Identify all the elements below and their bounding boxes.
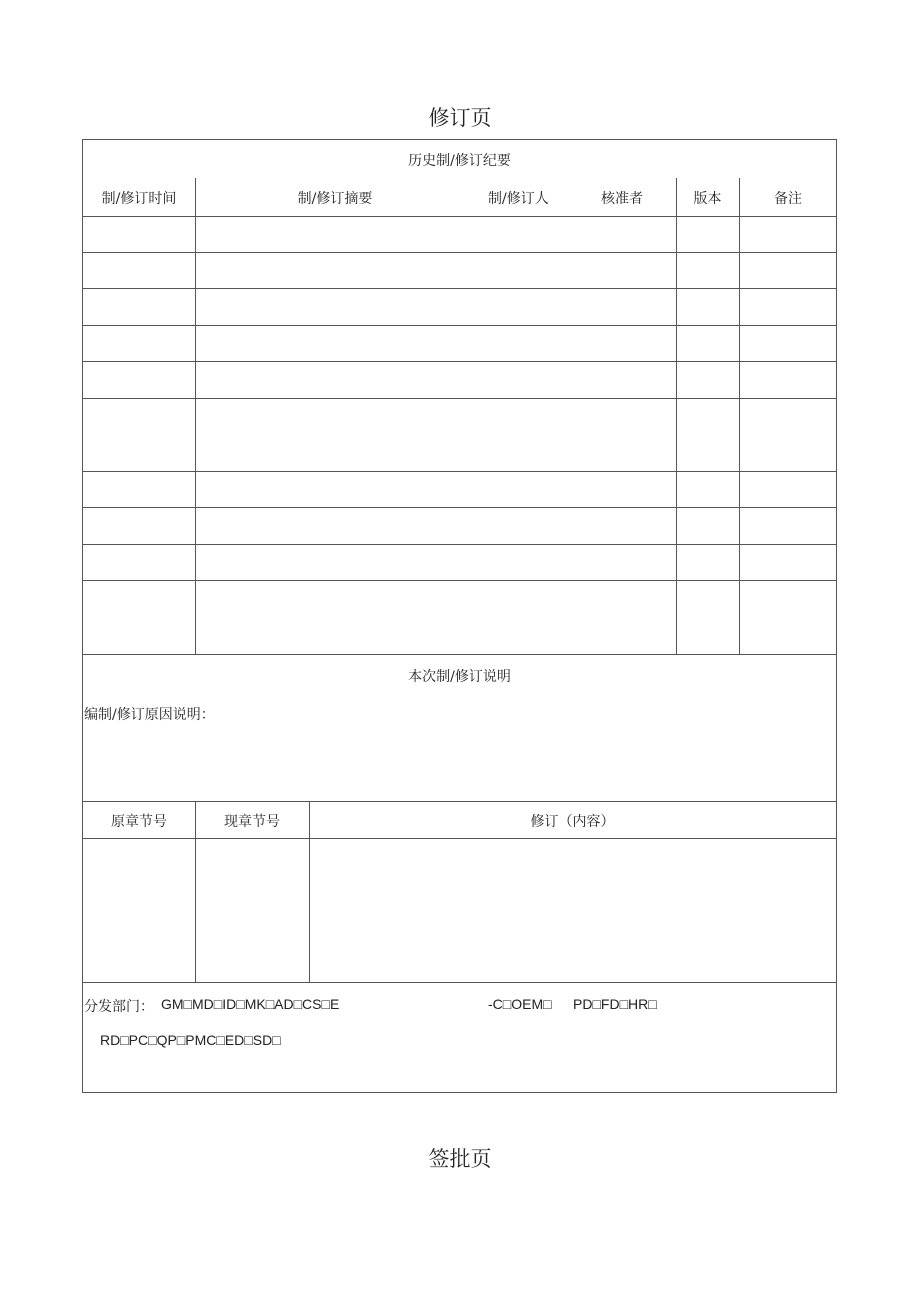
- table-row: [83, 581, 836, 654]
- distribution-depts-line1a: GM□MD□ID□MK□AD□CS□E: [161, 996, 340, 1012]
- table-row: [83, 472, 836, 507]
- distribution-depts-line2: RD□PC□QP□PMC□ED□SD□: [100, 1032, 281, 1048]
- table-row: [83, 289, 836, 325]
- history-heading: 历史制/修订纪要: [408, 153, 511, 169]
- table-row: [83, 217, 836, 252]
- table-row: [83, 253, 836, 288]
- distribution-depts-line1c: PD□FD□HR□: [573, 996, 657, 1012]
- table-row: [83, 545, 836, 580]
- table-row: [83, 399, 836, 471]
- reason-label: 编制/修订原因说明：: [84, 707, 215, 723]
- page-title: 修订页: [428, 106, 492, 130]
- col-approver-header: 核准者: [601, 191, 643, 207]
- col-time-header: 制/修订时间: [101, 191, 177, 207]
- table-row: [83, 508, 836, 544]
- current-heading: 本次制/修订说明: [408, 669, 511, 685]
- table-row: [83, 326, 836, 361]
- table-row: [83, 362, 836, 398]
- col-current-section-header: 现章节号: [224, 814, 280, 830]
- col-version-header: 版本: [693, 191, 722, 207]
- revision-form: [82, 139, 837, 1093]
- next-page-title: 签批页: [428, 1147, 492, 1171]
- col-person-header: 制/修订人: [488, 191, 549, 207]
- distribution-label: 分发部门：: [84, 999, 154, 1015]
- col-revision-content-header: 修订（内容）: [530, 814, 615, 830]
- distribution-depts-line1b: -C□OEM□: [488, 996, 552, 1012]
- col-summary-header: 制/修订摘要: [297, 191, 373, 207]
- col-remarks-header: 备注: [774, 191, 802, 207]
- col-original-section-header: 原章节号: [111, 814, 167, 830]
